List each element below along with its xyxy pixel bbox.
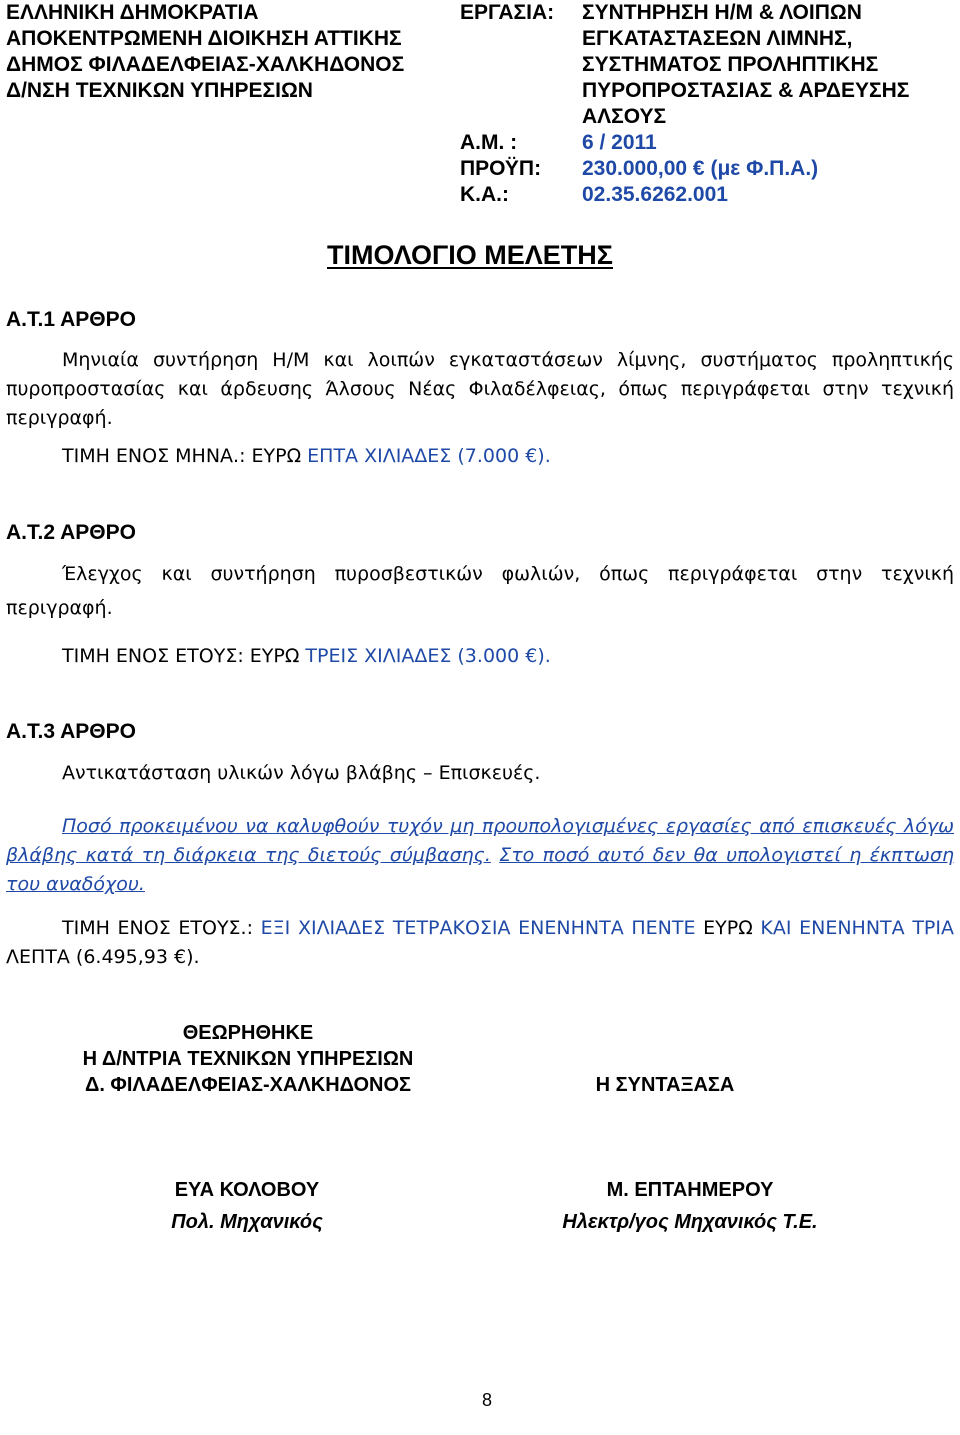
work-line: ΣΥΣΤΗΜΑΤΟΣ ΠΡΟΛΗΠΤΙΚΗΣ — [582, 53, 879, 76]
note-part: Στο ποσό αυτό δεν θα υπολογιστεί η έκπτωση του αναδόχου. — [6, 844, 954, 895]
article-heading: Α.Τ.2 ΑΡΘΡΟ — [6, 521, 136, 544]
price-prefix: ΤΙΜΗ ΕΝΟΣ ΜΗΝΑ.: ΕΥΡΩ — [62, 445, 308, 467]
budget-value: 230.000,00 € (με Φ.Π.Α.) — [582, 157, 819, 180]
price-figure: (3.000 €). — [451, 645, 551, 667]
price-prefix: ΤΙΜΗ ΕΝΟΣ ΕΤΟΥΣ: ΕΥΡΩ — [62, 645, 306, 667]
work-line: ΕΓΚΑΤΑΣΤΑΣΕΩΝ ΛΙΜΝΗΣ, — [582, 27, 853, 50]
article-heading: Α.Τ.1 ΑΡΘΡΟ — [6, 308, 136, 331]
article-note — [6, 812, 954, 899]
price-prefix: ΤΙΜΗ ΕΝΟΣ ΕΤΟΥΣ.: — [62, 917, 261, 939]
document-title: ΤΙΜΟΛΟΓΙΟ ΜΕΛΕΤΗΣ — [327, 240, 613, 270]
approval-line: Δ. ΦΙΛΑΔΕΛΦΕΙΑΣ-ΧΑΛΚΗΔΟΝΟΣ — [84, 1074, 412, 1096]
article-description: Έλεγχος και συντήρηση πυροσβεστικών φωλιών, όπως περιγράφεται στην τεχνική — [62, 563, 954, 585]
signatory-name: ΕΥΑ ΚΟΛΟΒΟΥ — [174, 1179, 320, 1201]
price-figure: (7.000 €). — [451, 445, 551, 467]
signatory-role: Πολ. Μηχανικός — [171, 1211, 323, 1233]
price-words: ΚΑΙ ΕΝΕΝΗΝΤΑ ΤΡΙΑ — [760, 917, 954, 939]
signatory-name: Μ. ΕΠΤΑΗΜΕΡΟΥ — [606, 1179, 774, 1201]
note-part: Ποσό προκειμένου να καλυφθούν τυχόν μη προυπολογισμένες εργασίες από επισκευές λόγω βλάβης κατά τη διάρκεια της διετούς σύμβασης. — [6, 815, 954, 866]
authority-block — [6, 0, 404, 104]
price-words: ΕΞΙ ΧΙΛΙΑΔΕΣ ΤΕΤΡΑΚΟΣΙΑ ΕΝΕΝΗΝΤΑ ΠΕΝΤΕ — [260, 917, 696, 939]
authority-line: ΑΠΟΚΕΝΤΡΩΜΕΝΗ ΔΙΟΙΚΗΣΗ ΑΤΤΙΚΗΣ — [6, 27, 402, 50]
ka-value: 02.35.6262.001 — [582, 183, 728, 206]
page-number: 8 — [482, 1390, 493, 1410]
work-line: ΑΛΣΟΥΣ — [582, 105, 667, 128]
compiled-by: Η ΣΥΝΤΑΞΑΣΑ — [595, 1074, 735, 1096]
article-description-end: περιγραφή. — [6, 597, 113, 619]
approval-line: Η Δ/ΝΤΡΙΑ ΤΕΧΝΙΚΩΝ ΥΠΗΡΕΣΙΩΝ — [82, 1048, 414, 1070]
article-price — [6, 914, 954, 972]
authority-line: ΕΛΛΗΝΙΚΗ ΔΗΜΟΚΡΑΤΙΑ — [6, 1, 259, 24]
signatory-role: Ηλεκτρ/γος Μηχανικός Τ.Ε. — [562, 1211, 818, 1233]
article-description: Μηνιαία συντήρηση Η/Μ και λοιπών εγκαταστάσεων λίμνης, συστήματος προληπτικής πυροπροστασίας και άρδευσης Άλσους Νέας Φιλαδέλφειας, όπως περιγράφεται στην τεχνική περιγραφή. — [6, 349, 954, 429]
ka-label: Κ.Α.: — [460, 183, 509, 206]
work-line: ΣΥΝΤΗΡΗΣΗ Η/Μ & ΛΟΙΠΩΝ — [582, 1, 862, 24]
work-line: ΠΥΡΟΠΡΟΣΤΑΣΙΑΣ & ΑΡΔΕΥΣΗΣ — [582, 79, 910, 102]
authority-line: ΔΗΜΟΣ ΦΙΛΑΔΕΛΦΕΙΑΣ-ΧΑΛΚΗΔΟΝΟΣ — [6, 53, 405, 76]
article-heading: Α.Τ.3 ΑΡΘΡΟ — [6, 720, 136, 743]
price-currency: ΕΥΡΩ — [695, 917, 761, 939]
am-label: Α.Μ. : — [460, 131, 518, 154]
price-suffix: ΛΕΠΤΑ (6.495,93 €). — [6, 946, 200, 968]
am-value: 6 / 2011 — [582, 131, 657, 154]
price-words: ΕΠΤΑ ΧΙΛΙΑΔΕΣ — [307, 445, 452, 467]
article-description: Αντικατάσταση υλικών λόγω βλάβης – Επισκευές. — [62, 762, 541, 784]
budget-label: ΠΡΟΫΠ: — [460, 157, 542, 180]
article-price — [62, 442, 551, 471]
article-price — [62, 642, 551, 671]
authority-line: Δ/ΝΣΗ ΤΕΧΝΙΚΩΝ ΥΠΗΡΕΣΙΩΝ — [6, 79, 313, 102]
approval-line: ΘΕΩΡΗΘΗΚΕ — [182, 1022, 314, 1044]
work-label: ΕΡΓΑΣΙΑ: — [460, 1, 555, 24]
price-words: ΤΡΕΙΣ ΧΙΛΙΑΔΕΣ — [305, 645, 452, 667]
work-description — [582, 0, 909, 130]
approval-block — [40, 1020, 456, 1098]
